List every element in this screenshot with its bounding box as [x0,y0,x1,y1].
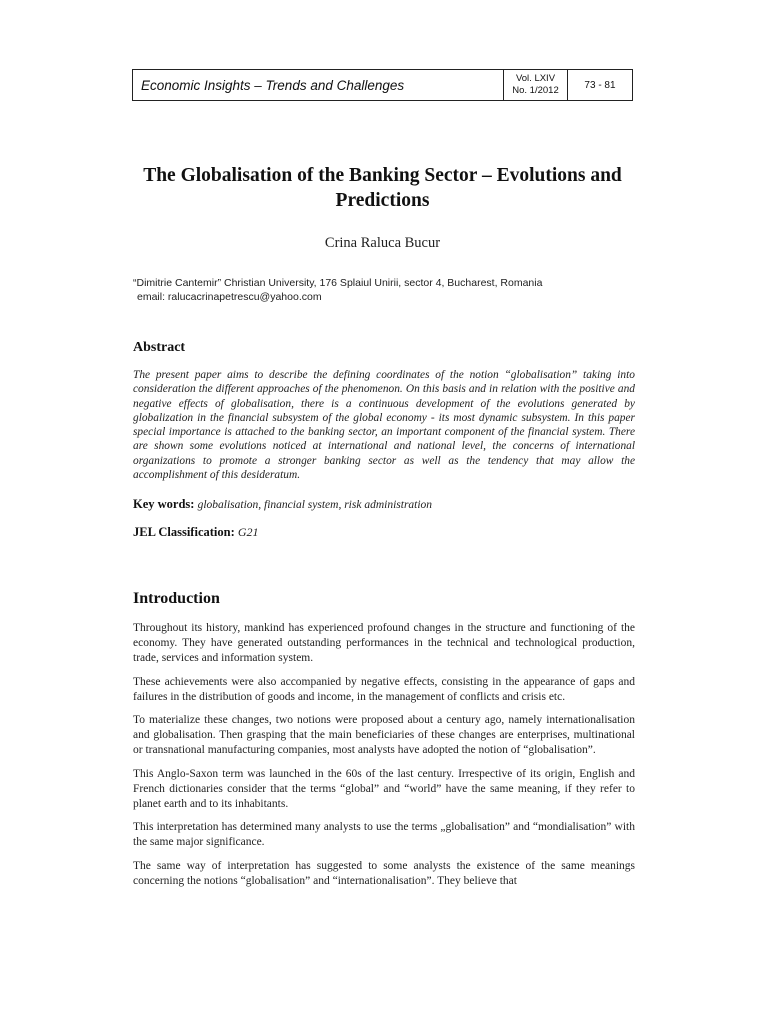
paper-title: The Globalisation of the Banking Sector – Evolutions and Predictions [143,165,622,211]
paragraph: The same way of interpretation has suggested to some analysts the existence of the same meanings concerning the notions “globalisation” and “internationalisation”. They believe that [133,859,635,887]
keywords-line [133,497,635,512]
journal-name: Economic Insights – Trends and Challenges [141,77,405,93]
abstract-text: The present paper aims to describe the defining coordinates of the notion “globalisation” taking into consideration the different approaches of the phenomenon. On this basis and in relation with the positive and negative effects of globalisation, there is a continuous development of the evolutions generated by globalization in the financial subsystem of the global economy - its most dynamic subsystem. In this paper special importance is attached to the banking sector, an important component of the financial system. There are shown some evolutions noticed at international and national level, the concerns of international organizations to promote a stronger banking sector as well as the tendency that may allow the accomplishment of this desideratum. [133,369,635,482]
abstract-heading: Abstract [133,340,186,355]
author-email: email: ralucacrinapetrescu@yahoo.com [137,291,322,303]
paragraph: This Anglo-Saxon term was launched in the 60s of the last century. Irrespective of its origin, English and French dictionaries consider that the terms “global” and “world” have the same meaning, if they refer to planet earth and to its inhabitants. [133,767,635,811]
page-range: 73 - 81 [567,70,632,100]
jel-line [133,525,635,540]
affiliation-block [133,276,653,304]
paragraph: To materialize these changes, two notions were proposed about a century ago, namely internationalisation and globalisation. Then grasping that the main beneficiaries of these changes are enterprises, multinational or transnational manufacturing companies, most analysts have adopted the notion of “globalisation”. [133,714,635,757]
volume-label: Vol. LXIV [515,73,556,84]
jel-label: JEL Classification: [133,525,235,539]
paragraph: These achievements were also accompanied by negative effects, consisting in the appearance of gaps and failures in the distribution of goods and income, in the management of conflicts and crisis etc. [133,675,635,703]
keywords-label: Key words: [133,497,195,511]
affiliation: “Dimitrie Cantemir” Christian University, 176 Splaiul Unirii, sector 4, Bucharest, Romania [133,277,543,289]
author-name: Crina Raluca Bucur [324,235,441,251]
journal-header [132,69,633,101]
jel-value: G21 [237,525,259,539]
paragraph: Throughout its history, mankind has experienced profound changes in the structure and functioning of the economy. They have generated outstanding performances in the technical and technological production, trade, services and information system. [133,622,635,665]
introduction-heading: Introduction [133,590,220,607]
issue-number: No. 1/2012 [512,85,559,96]
volume-info [503,70,567,100]
introduction-body [133,621,635,897]
paragraph: This interpretation has determined many analysts to use the terms „globalisation” and “mondialisation” with the same major significance. [133,821,635,849]
keywords-value: globalisation, financial system, risk administration [197,499,433,511]
